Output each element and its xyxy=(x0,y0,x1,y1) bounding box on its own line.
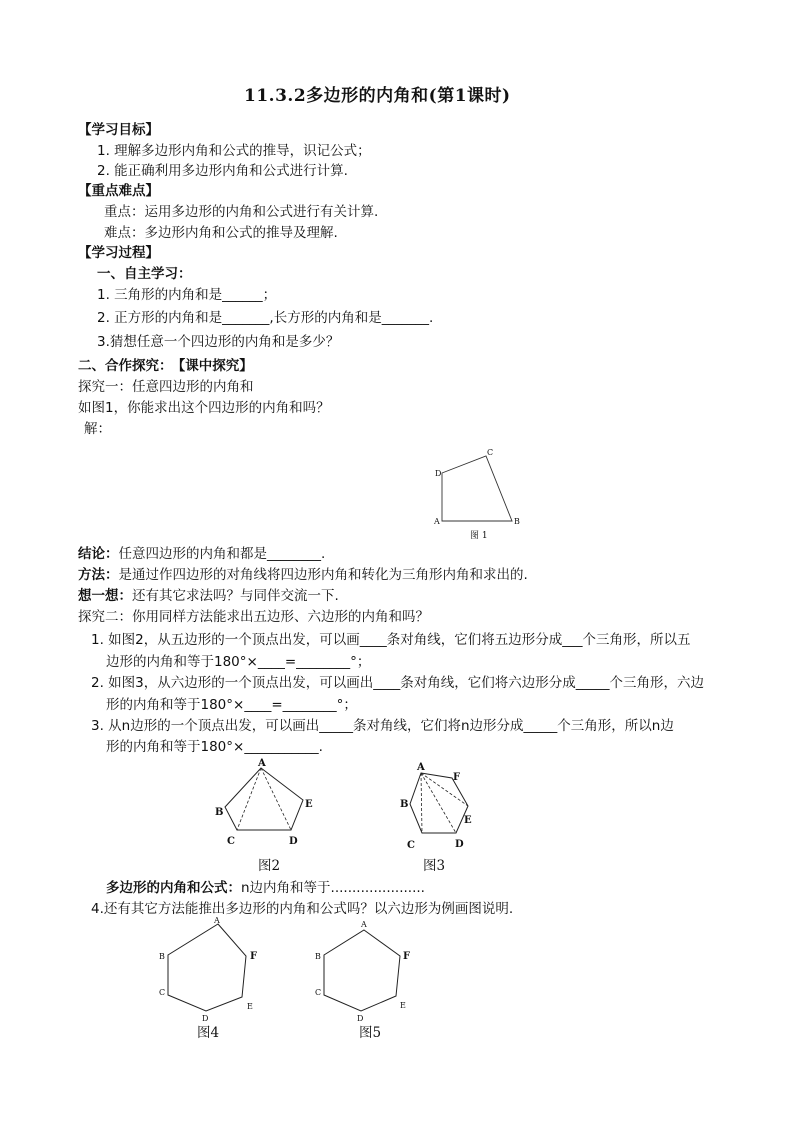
difficulty-point: 难点：多边形内角和公式的推导及理解. xyxy=(104,225,338,241)
keypoints-heading: 【重点难点】 xyxy=(78,183,159,199)
explore2-heading: 探究二：你用同样方法能求出五边形、六边形的内角和吗？ xyxy=(78,609,429,625)
solution-label: 解： xyxy=(84,421,111,437)
problem-3-line-2: 形的内角和等于180°×___________. xyxy=(106,739,323,755)
think-text: 还有其它求法吗？与同伴交流一下. xyxy=(132,588,339,604)
self-study-heading: 一、自主学习： xyxy=(97,266,192,282)
fig1-label-a: A xyxy=(434,517,440,526)
fig5-label-a: A xyxy=(361,920,367,929)
fig4-label-a: A xyxy=(214,916,220,925)
page-title: 11.3.2多边形的内角和(第1课时) xyxy=(244,86,511,106)
formula-text: n边内角和等于...................... xyxy=(241,880,425,896)
fig2-label-e: E xyxy=(305,799,313,810)
conclusion xyxy=(78,544,325,564)
conclusion-label: 结论： xyxy=(78,546,119,562)
coop-heading-prefix: 二、合作探究： xyxy=(78,358,173,374)
process-heading: 【学习过程】 xyxy=(78,245,159,261)
self-study-q2: 2. 正方形的内角和是_______,长方形的内角和是_______. xyxy=(97,310,434,326)
fig3-label-e: E xyxy=(464,815,472,826)
method-text: 是通过作四边形的对角线将四边形内角和转化为三角形内角和求出的. xyxy=(118,567,528,583)
problem-3-line-1: 3. 从n边形的一个顶点出发，可以画出_____条对角线，它们将n边形分成_____个三角形，所以n边 xyxy=(91,718,674,734)
figure-5-hexagon xyxy=(305,915,430,1025)
fig4-caption: 图4 xyxy=(197,1025,220,1041)
fig4-label-f: F xyxy=(250,951,258,962)
method xyxy=(78,565,528,585)
conclusion-text: 任意四边形的内角和都是________. xyxy=(118,546,326,562)
formula xyxy=(106,878,425,898)
explore1-question: 如图1，你能求出这个四边形的内角和吗？ xyxy=(78,400,330,416)
fig3-label-f: F xyxy=(453,772,461,783)
fig2-label-a: A xyxy=(258,758,266,769)
fig1-label-c: C xyxy=(487,448,494,457)
fig5-label-f: F xyxy=(403,951,411,962)
fig3-label-a: A xyxy=(417,762,425,773)
fig4-label-e: E xyxy=(247,1002,253,1011)
think xyxy=(78,586,339,606)
fig3-label-c: C xyxy=(407,840,415,851)
fig1-label-d: D xyxy=(435,469,442,478)
coop-heading-bracket: 【课中探究】 xyxy=(178,358,253,374)
formula-label: 多边形的内角和公式： xyxy=(106,880,241,896)
fig5-label-e: E xyxy=(400,1001,406,1010)
explore1-heading: 探究一：任意四边形的内角和 xyxy=(78,379,254,395)
goal-item: 2. 能正确利用多边形内角和公式进行计算. xyxy=(97,163,348,179)
fig4-label-c: C xyxy=(159,988,166,997)
problem-1-line-2: 边形的内角和等于180°×____=________°； xyxy=(106,654,371,670)
problem-2-line-2: 形的内角和等于180°×____=________°； xyxy=(106,697,357,713)
goal-item: 1. 理解多边形内角和公式的推导，识记公式； xyxy=(97,143,371,159)
figure-1-quadrilateral xyxy=(430,446,530,546)
fig5-label-b: B xyxy=(315,952,321,961)
focus-point: 重点：运用多边形的内角和公式进行有关计算. xyxy=(104,204,379,220)
question-4: 4.还有其它方法能推出多边形的内角和公式吗？以六边形为例画图说明. xyxy=(91,901,514,917)
coop-heading xyxy=(78,356,253,376)
fig5-caption: 图5 xyxy=(359,1025,382,1041)
fig2-caption: 图2 xyxy=(258,858,281,874)
think-label: 想一想： xyxy=(78,588,132,604)
problem-1-line-1: 1. 如图2，从五边形的一个顶点出发，可以画____条对角线，它们将五边形分成___个三角形，所以五 xyxy=(91,632,691,648)
fig4-label-b: B xyxy=(159,952,165,961)
fig3-label-b: B xyxy=(400,799,409,810)
fig2-label-d: D xyxy=(289,836,298,847)
fig2-label-b: B xyxy=(215,807,224,818)
method-label: 方法： xyxy=(78,567,119,583)
fig3-caption: 图3 xyxy=(423,858,446,874)
problem-2-line-1: 2. 如图3，从六边形的一个顶点出发，可以画出____条对角线，它们将六边形分成_____个三角形，六边 xyxy=(91,675,705,691)
fig5-label-c: C xyxy=(315,988,322,997)
figure-4-hexagon xyxy=(150,915,275,1025)
fig1-label-b: B xyxy=(514,517,520,526)
fig1-caption: 图 1 xyxy=(470,531,488,541)
fig3-label-d: D xyxy=(455,839,464,850)
fig5-label-d: D xyxy=(357,1014,364,1023)
fig4-label-d: D xyxy=(202,1014,209,1023)
fig2-label-c: C xyxy=(227,836,235,847)
goals-heading: 【学习目标】 xyxy=(78,122,159,138)
self-study-q1: 1. 三角形的内角和是______； xyxy=(97,287,277,303)
self-study-q3: 3.猜想任意一个四边形的内角和是多少？ xyxy=(97,334,340,350)
